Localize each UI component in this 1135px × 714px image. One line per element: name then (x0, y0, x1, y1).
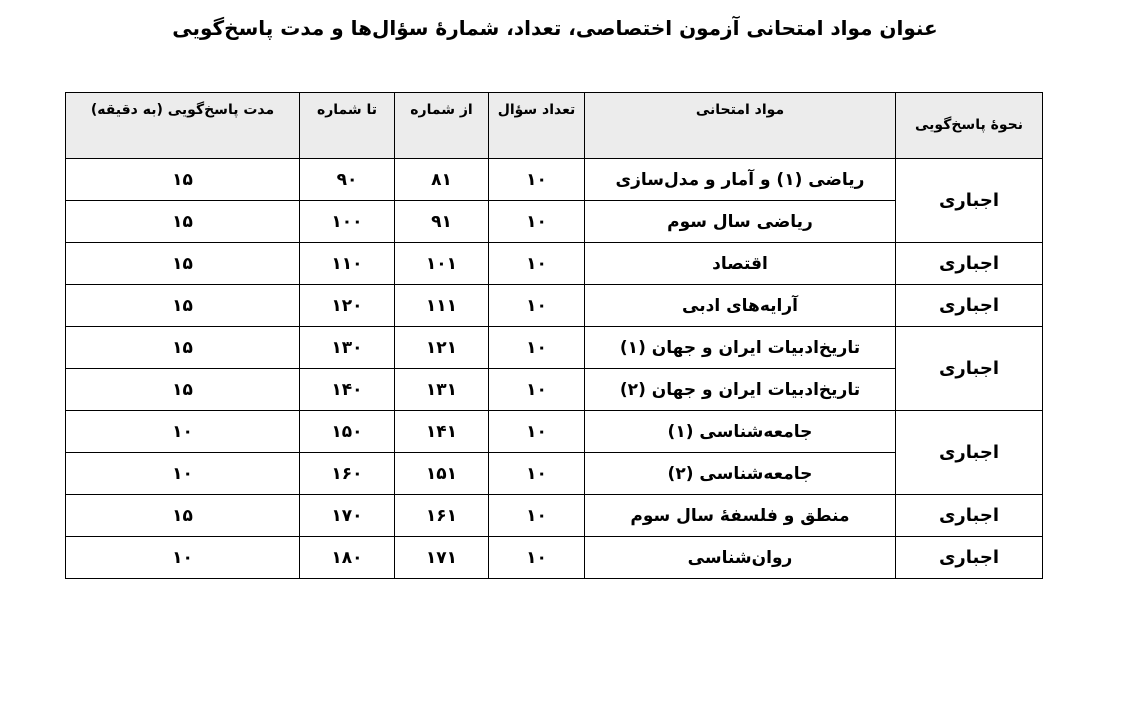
from-cell: ۱۲۱ (395, 327, 489, 369)
duration-cell: ۱۵ (66, 369, 300, 411)
duration-cell: ۱۰ (66, 537, 300, 579)
exam-subjects-table (65, 92, 1043, 579)
subject-cell: اقتصاد (585, 243, 896, 285)
to-cell: ۱۰۰ (300, 201, 395, 243)
from-cell: ۱۱۱ (395, 285, 489, 327)
method-cell: اجباری (896, 159, 1043, 243)
table-row (66, 495, 1043, 537)
to-cell: ۱۵۰ (300, 411, 395, 453)
to-cell: ۹۰ (300, 159, 395, 201)
duration-cell: ۱۵ (66, 285, 300, 327)
subject-cell: جامعه‌شناسی (۱) (585, 411, 896, 453)
to-cell: ۱۸۰ (300, 537, 395, 579)
to-cell: ۱۲۰ (300, 285, 395, 327)
subject-cell: منطق و فلسفهٔ سال سوم (585, 495, 896, 537)
header-duration: مدت پاسخ‌گویی (به دقیقه) (66, 93, 300, 159)
table-row (66, 327, 1043, 369)
from-cell: ۱۰۱ (395, 243, 489, 285)
count-cell: ۱۰ (489, 453, 585, 495)
page-title: عنوان مواد امتحانی آزمون اختصاصی، تعداد، شمارهٔ سؤال‌ها و مدت پاسخ‌گویی (172, 16, 938, 40)
table-row (66, 411, 1043, 453)
method-cell: اجباری (896, 411, 1043, 495)
table-header-row (66, 93, 1043, 159)
table-row (66, 537, 1043, 579)
method-cell: اجباری (896, 495, 1043, 537)
to-cell: ۱۴۰ (300, 369, 395, 411)
from-cell: ۸۱ (395, 159, 489, 201)
from-cell: ۹۱ (395, 201, 489, 243)
method-cell: اجباری (896, 285, 1043, 327)
count-cell: ۱۰ (489, 201, 585, 243)
count-cell: ۱۰ (489, 495, 585, 537)
count-cell: ۱۰ (489, 411, 585, 453)
table-row (66, 285, 1043, 327)
header-subject: مواد امتحانی (585, 93, 896, 159)
subject-cell: ریاضی (۱) و آمار و مدل‌سازی (585, 159, 896, 201)
duration-cell: ۱۵ (66, 243, 300, 285)
method-cell: اجباری (896, 243, 1043, 285)
header-method: نحوهٔ پاسخ‌گویی (896, 93, 1043, 159)
header-count: تعداد سؤال (489, 93, 585, 159)
from-cell: ۱۴۱ (395, 411, 489, 453)
duration-cell: ۱۵ (66, 201, 300, 243)
count-cell: ۱۰ (489, 243, 585, 285)
subject-cell: روان‌شناسی (585, 537, 896, 579)
subject-cell: تاریخ‌ادبیات ایران و جهان (۲) (585, 369, 896, 411)
duration-cell: ۱۵ (66, 327, 300, 369)
header-from: از شماره (395, 93, 489, 159)
subject-cell: جامعه‌شناسی (۲) (585, 453, 896, 495)
to-cell: ۱۷۰ (300, 495, 395, 537)
to-cell: ۱۱۰ (300, 243, 395, 285)
from-cell: ۱۵۱ (395, 453, 489, 495)
from-cell: ۱۶۱ (395, 495, 489, 537)
table-row (66, 159, 1043, 201)
duration-cell: ۱۰ (66, 453, 300, 495)
subject-cell: تاریخ‌ادبیات ایران و جهان (۱) (585, 327, 896, 369)
table-row (66, 243, 1043, 285)
duration-cell: ۱۵ (66, 159, 300, 201)
to-cell: ۱۶۰ (300, 453, 395, 495)
from-cell: ۱۷۱ (395, 537, 489, 579)
method-cell: اجباری (896, 537, 1043, 579)
header-to: تا شماره (300, 93, 395, 159)
from-cell: ۱۳۱ (395, 369, 489, 411)
duration-cell: ۱۰ (66, 411, 300, 453)
to-cell: ۱۳۰ (300, 327, 395, 369)
count-cell: ۱۰ (489, 327, 585, 369)
count-cell: ۱۰ (489, 285, 585, 327)
count-cell: ۱۰ (489, 537, 585, 579)
count-cell: ۱۰ (489, 369, 585, 411)
count-cell: ۱۰ (489, 159, 585, 201)
method-cell: اجباری (896, 327, 1043, 411)
subject-cell: ریاضی سال سوم (585, 201, 896, 243)
duration-cell: ۱۵ (66, 495, 300, 537)
subject-cell: آرایه‌های ادبی (585, 285, 896, 327)
